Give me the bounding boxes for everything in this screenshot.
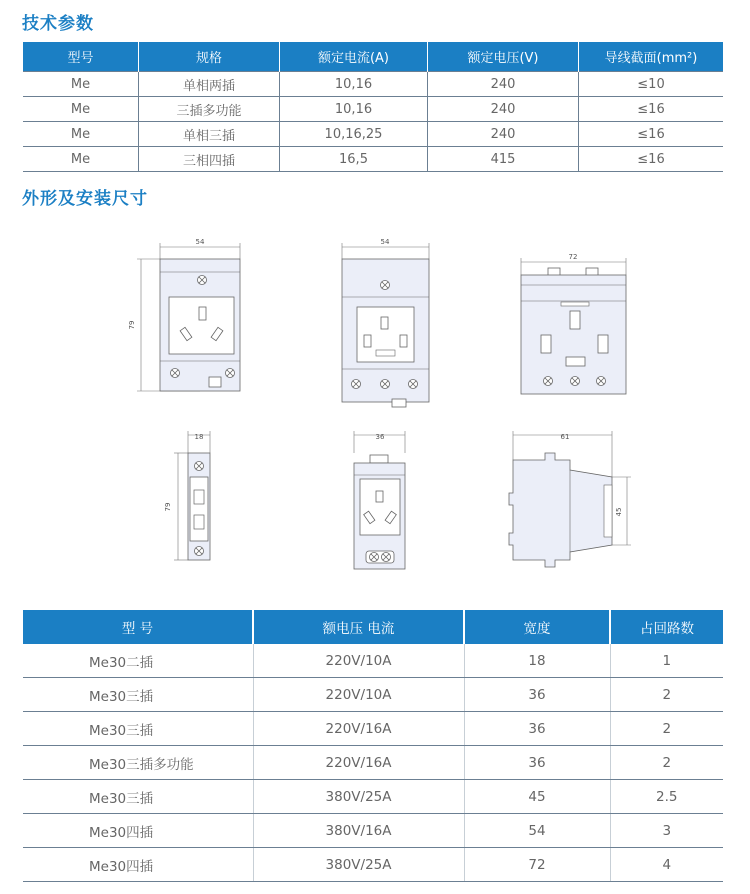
drawing-front-two-pin <box>128 238 240 391</box>
dimension-label: 36 <box>375 433 385 441</box>
cell: 2 <box>610 678 723 712</box>
drawing-side-view <box>509 431 631 567</box>
column-header: 规格 <box>139 42 280 72</box>
dimension-label: 61 <box>560 433 570 441</box>
cell: 10,16 <box>280 72 428 97</box>
cell: 单相三插 <box>139 122 280 147</box>
section-title-dimensions: 外形及安装尺寸 <box>22 189 148 209</box>
cell: Me30三插多功能 <box>23 746 253 780</box>
cell: Me30三插 <box>23 712 253 746</box>
cell: 380V/16A <box>253 814 464 848</box>
table-row <box>23 678 723 712</box>
drawing-front-medium <box>354 431 405 569</box>
cell: 三相四插 <box>139 147 280 172</box>
cell: 10,16 <box>280 97 428 122</box>
column-header: 导线截面(mm²) <box>579 42 724 72</box>
table-header-row <box>23 610 723 644</box>
cell: Me30二插 <box>23 644 253 678</box>
product-dimensions-table <box>23 610 723 882</box>
column-header: 型 号 <box>23 610 253 644</box>
tech-params-table <box>23 42 723 172</box>
column-header: 额定电流(A) <box>280 42 428 72</box>
table-row <box>23 746 723 780</box>
cell: 54 <box>464 814 610 848</box>
cell: Me <box>23 147 139 172</box>
cell: Me <box>23 122 139 147</box>
table-row <box>23 97 723 122</box>
table-header-row <box>23 42 723 72</box>
dimension-label: 72 <box>568 253 578 261</box>
cell: 220V/10A <box>253 678 464 712</box>
column-header: 宽度 <box>464 610 610 644</box>
table-row <box>23 814 723 848</box>
cell: 220V/16A <box>253 712 464 746</box>
table-row <box>23 147 723 172</box>
table-row <box>23 644 723 678</box>
section-title-tech-params: 技术参数 <box>22 14 94 34</box>
cell: 三插多功能 <box>139 97 280 122</box>
cell: 36 <box>464 678 610 712</box>
table-row <box>23 72 723 97</box>
cell: 2.5 <box>610 780 723 814</box>
cell: 240 <box>428 72 579 97</box>
cell: 45 <box>464 780 610 814</box>
cell: 240 <box>428 97 579 122</box>
cell: Me30三插 <box>23 780 253 814</box>
cell: Me30三插 <box>23 678 253 712</box>
cell: 72 <box>464 848 610 882</box>
cell: Me <box>23 97 139 122</box>
cell: 16,5 <box>280 147 428 172</box>
column-header: 额电压 电流 <box>253 610 464 644</box>
cell: 2 <box>610 712 723 746</box>
cell: 36 <box>464 712 610 746</box>
cell: Me <box>23 72 139 97</box>
cell: 1 <box>610 644 723 678</box>
drawing-front-narrow <box>164 431 210 560</box>
cell: Me30四插 <box>23 814 253 848</box>
cell: 单相两插 <box>139 72 280 97</box>
drawing-front-four-pin <box>521 253 626 394</box>
cell: 2 <box>610 746 723 780</box>
column-header: 占回路数 <box>610 610 723 644</box>
cell: 4 <box>610 848 723 882</box>
cell: 18 <box>464 644 610 678</box>
dimension-label: 79 <box>128 320 136 330</box>
dimension-label: 18 <box>194 433 204 441</box>
cell: 380V/25A <box>253 848 464 882</box>
table-row <box>23 712 723 746</box>
dimension-label: 54 <box>195 238 205 246</box>
column-header: 型号 <box>23 42 139 72</box>
table-row <box>23 848 723 882</box>
dimension-label: 54 <box>380 238 390 246</box>
cell: 36 <box>464 746 610 780</box>
cell: Me30四插 <box>23 848 253 882</box>
cell: 10,16,25 <box>280 122 428 147</box>
dimension-drawings <box>0 215 750 580</box>
cell: 380V/25A <box>253 780 464 814</box>
cell: ≤16 <box>579 122 724 147</box>
column-header: 额定电压(V) <box>428 42 579 72</box>
cell: 220V/10A <box>253 644 464 678</box>
cell: ≤10 <box>579 72 724 97</box>
dimension-label: 45 <box>615 507 623 517</box>
cell: 3 <box>610 814 723 848</box>
dimension-label: 79 <box>164 502 172 512</box>
cell: 240 <box>428 122 579 147</box>
cell: ≤16 <box>579 147 724 172</box>
drawing-front-three-pin <box>342 238 429 407</box>
table-row <box>23 122 723 147</box>
cell: 415 <box>428 147 579 172</box>
cell: ≤16 <box>579 97 724 122</box>
table-row <box>23 780 723 814</box>
cell: 220V/16A <box>253 746 464 780</box>
